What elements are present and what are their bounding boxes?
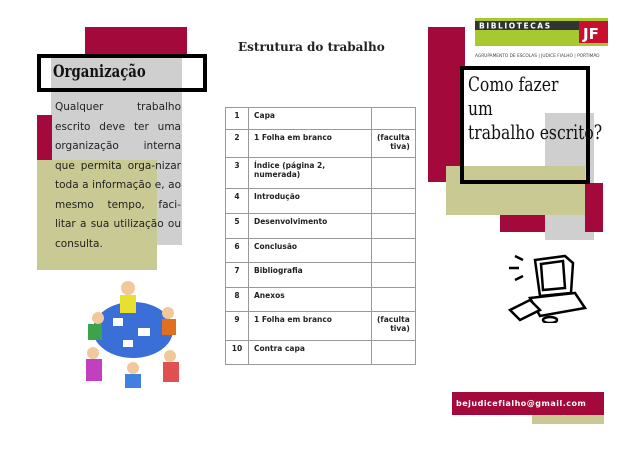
table-row bbox=[226, 158, 416, 189]
deco-block bbox=[585, 183, 603, 232]
table-row bbox=[226, 189, 416, 214]
row-item: Conclusão bbox=[249, 239, 372, 263]
cover-title-line: trabalho escrito? bbox=[468, 120, 603, 144]
row-number: 9 bbox=[226, 312, 249, 341]
structure-title: Estrutura do trabalho bbox=[238, 40, 385, 54]
deco-block bbox=[500, 215, 545, 232]
row-note bbox=[372, 158, 416, 189]
row-number: 4 bbox=[226, 189, 249, 214]
row-number: 8 bbox=[226, 288, 249, 312]
table-row bbox=[226, 214, 416, 239]
table-row bbox=[226, 263, 416, 288]
row-note bbox=[372, 288, 416, 312]
row-item: Introdução bbox=[249, 189, 372, 214]
body-paragraph: Qualquer trabalho escrito deve ter uma organização interna que permita orga-nizar toda a informação e, ao mesmo tempo, faci-litar a sua utilização ou consulta. bbox=[55, 101, 181, 250]
logo-badge: JF bbox=[583, 25, 599, 43]
table-row bbox=[226, 288, 416, 312]
row-number: 3 bbox=[226, 158, 249, 189]
structure-table bbox=[225, 107, 416, 365]
row-number: 7 bbox=[226, 263, 249, 288]
row-item: Desenvolvimento bbox=[249, 214, 372, 239]
row-number: 5 bbox=[226, 214, 249, 239]
row-note bbox=[372, 189, 416, 214]
row-note bbox=[372, 341, 416, 365]
deco-block bbox=[37, 115, 52, 160]
library-logo bbox=[475, 18, 608, 60]
deco-block bbox=[532, 415, 604, 424]
cover-title-line: um bbox=[468, 96, 493, 120]
row-note: (faculta tiva) bbox=[372, 130, 416, 158]
row-number: 6 bbox=[226, 239, 249, 263]
logo-subtitle: AGRUPAMENTO DE ESCOLAS | JUDICE FIALHO | PORTIMÃO bbox=[475, 54, 600, 59]
logo-top-text: BIBLIOTECAS bbox=[479, 21, 552, 31]
row-item: 1 Folha em branco bbox=[249, 130, 372, 158]
row-number: 1 bbox=[226, 108, 249, 130]
row-item: Contra capa bbox=[249, 341, 372, 365]
table-row bbox=[226, 130, 416, 158]
row-number: 10 bbox=[226, 341, 249, 365]
row-note bbox=[372, 108, 416, 130]
cover-title-line: Como fazer bbox=[468, 72, 559, 96]
row-item: Bibliografia bbox=[249, 263, 372, 288]
row-item: 1 Folha em branco bbox=[249, 312, 372, 341]
row-note: (faculta tiva) bbox=[372, 312, 416, 341]
team-meeting-illustration bbox=[78, 268, 188, 390]
computer-clipart-icon bbox=[505, 248, 595, 323]
row-note bbox=[372, 214, 416, 239]
section-heading: Organização bbox=[53, 62, 146, 82]
row-number: 2 bbox=[226, 130, 249, 158]
table-row bbox=[226, 108, 416, 130]
row-note bbox=[372, 239, 416, 263]
row-item: Índice (página 2, numerada) bbox=[249, 158, 372, 189]
table-row bbox=[226, 312, 416, 341]
cover-title bbox=[468, 72, 602, 144]
row-item: Anexos bbox=[249, 288, 372, 312]
row-note bbox=[372, 263, 416, 288]
contact-email[interactable]: bejudicefialho@gmail.com bbox=[452, 392, 604, 415]
deco-block bbox=[85, 27, 187, 57]
table-row bbox=[226, 239, 416, 263]
table-row bbox=[226, 341, 416, 365]
row-item: Capa bbox=[249, 108, 372, 130]
